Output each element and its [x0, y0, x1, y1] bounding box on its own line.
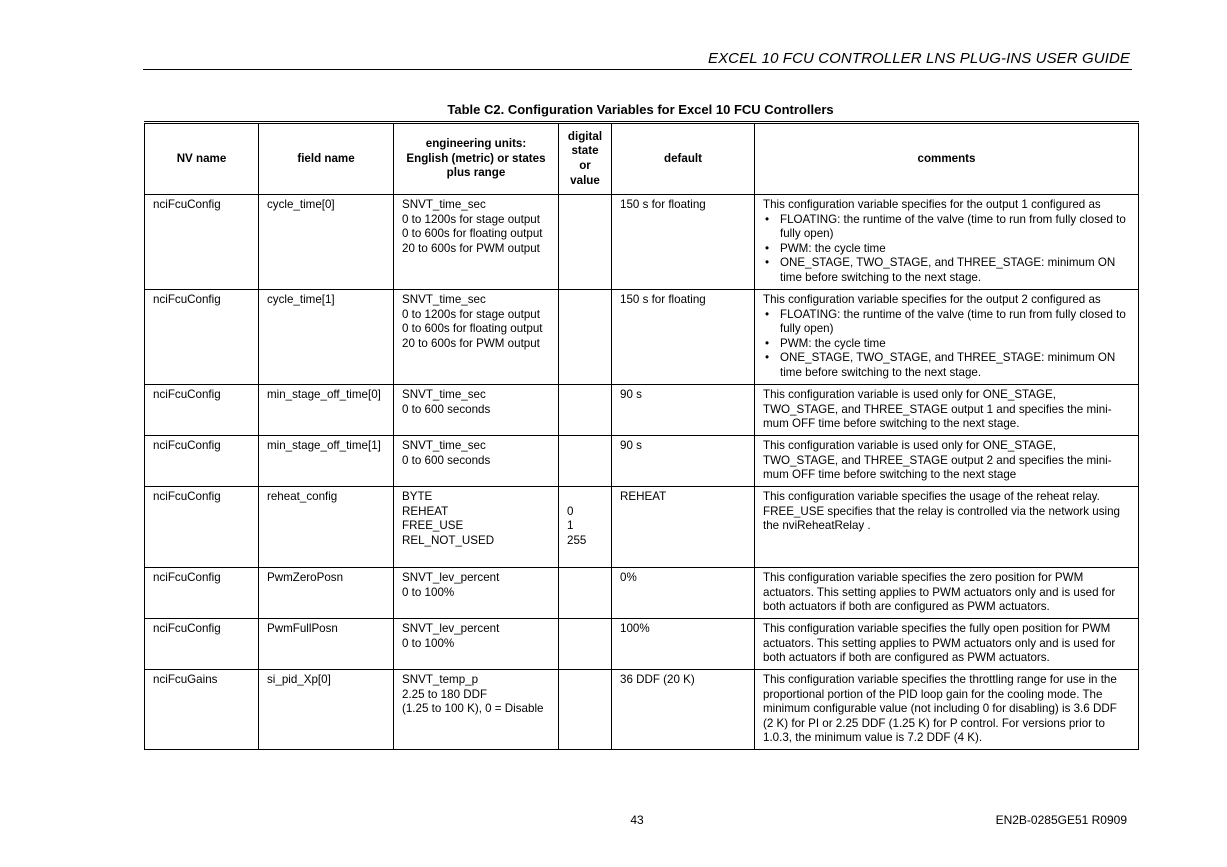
units-line: 0 to 600s for floating output — [402, 227, 543, 241]
units-line: REL_NOT_USED — [402, 533, 495, 547]
comment-bullet-list — [763, 213, 1130, 286]
table-row — [145, 568, 1139, 619]
digital-header-line: digital — [567, 129, 603, 143]
units-line: SNVT_lev_percent — [402, 571, 500, 584]
table-row — [145, 487, 1139, 568]
comment-bullet: • FLOATING: the runtime of the valve (time to run from fully closed to fully open) — [780, 308, 1130, 337]
comment-text: This configuration variable specifies the fully open position for PWM actuators. This setting applies to PWM actuators only and is used for both actuators if both are configured as PWM actuators. — [763, 622, 1116, 665]
comment-text: This configuration variable specifies the zero position for PWM actuators. This setting applies to PWM actuators only and is used for both actuators if both are configured as PWM actuators. — [763, 571, 1116, 614]
field-name-cell: cycle_time[0] — [259, 195, 394, 290]
comment-text: This configuration variable specifies for the output 2 configured as — [763, 293, 1101, 306]
comment-text: This configuration variable specifies the usage of the reheat relay. FREE_USE specifies that the relay is controlled via the network using the nviReheatRelay . — [763, 490, 1121, 533]
default-cell: 90 s — [612, 436, 755, 487]
field-name-cell: PwmZeroPosn — [259, 568, 394, 619]
table-row — [145, 385, 1139, 436]
column-header-engineering-units — [394, 123, 559, 195]
digital-value-line: 0 — [567, 504, 574, 518]
units-line: 20 to 600s for PWM output — [402, 241, 540, 255]
column-header-digital-state — [559, 123, 612, 195]
units-line: 0 to 1200s for stage output — [402, 307, 540, 321]
engineering-units-cell — [394, 568, 559, 619]
units-line: 2.25 to 180 DDF — [402, 687, 488, 701]
comment-bullet: • PWM: the cycle time — [780, 242, 1130, 257]
field-name-cell: cycle_time[1] — [259, 290, 394, 385]
units-line: (1.25 to 100 K), 0 = Disable — [402, 702, 544, 716]
digital-value-line — [567, 490, 603, 505]
running-header: EXCEL 10 FCU CONTROLLER LNS PLUG-INS USER GUIDE — [707, 50, 1130, 67]
units-header-line: engineering units: — [425, 137, 527, 151]
units-line: 0 to 100% — [402, 636, 455, 650]
digital-header-line: or — [579, 159, 591, 172]
units-line: 20 to 600s for PWM output — [402, 336, 540, 350]
comments-cell — [755, 385, 1139, 436]
comments-cell — [755, 568, 1139, 619]
units-line: SNVT_temp_p — [402, 673, 479, 686]
table-row — [145, 290, 1139, 385]
header-rule — [143, 69, 1132, 70]
digital-value-cell — [559, 619, 612, 670]
table-row — [145, 436, 1139, 487]
table-row — [145, 619, 1139, 670]
table-row — [145, 195, 1139, 290]
field-name-cell: PwmFullPosn — [259, 619, 394, 670]
units-line: SNVT_time_sec — [402, 293, 486, 306]
units-header-line: plus range — [446, 166, 506, 180]
nv-name-cell: nciFcuConfig — [145, 487, 259, 568]
digital-value-cell — [559, 670, 612, 750]
digital-header-line: state — [571, 144, 599, 158]
engineering-units-cell — [394, 195, 559, 290]
units-line: 0 to 600 seconds — [402, 402, 491, 416]
engineering-units-cell — [394, 487, 559, 568]
field-name-cell: reheat_config — [259, 487, 394, 568]
engineering-units-cell — [394, 290, 559, 385]
table-row — [145, 670, 1139, 750]
configuration-variables-table — [144, 121, 1139, 750]
engineering-units-cell — [394, 385, 559, 436]
column-header-comments: comments — [755, 123, 1139, 195]
digital-value-cell — [559, 290, 612, 385]
engineering-units-cell — [394, 619, 559, 670]
default-cell: 150 s for floating — [612, 195, 755, 290]
comments-cell — [755, 619, 1139, 670]
digital-value-cell — [559, 436, 612, 487]
engineering-units-cell — [394, 670, 559, 750]
column-header-default: default — [612, 123, 755, 195]
column-header-nv-name: NV name — [145, 123, 259, 195]
comment-text: This configuration variable specifies for the output 1 configured as — [763, 198, 1101, 211]
default-cell: 150 s for floating — [612, 290, 755, 385]
digital-value-cell — [559, 385, 612, 436]
default-cell: 100% — [612, 619, 755, 670]
comments-cell — [755, 436, 1139, 487]
digital-value-line: 1 — [567, 519, 574, 533]
units-line: SNVT_lev_percent — [402, 622, 500, 635]
default-cell: 36 DDF (20 K) — [612, 670, 755, 750]
default-cell: 0% — [612, 568, 755, 619]
units-line: 0 to 100% — [402, 585, 455, 599]
digital-value-cell — [559, 195, 612, 290]
comment-bullet-list — [763, 308, 1130, 381]
default-cell: REHEAT — [612, 487, 755, 568]
field-name-cell: min_stage_off_time[1] — [259, 436, 394, 487]
table-title: Table C2. Configuration Variables for Excel 10 FCU Controllers — [447, 102, 834, 117]
nv-name-cell: nciFcuGains — [145, 670, 259, 750]
comment-text: This configuration variable specifies the throttling range for use in the proportional portion of the PID loop gain for the cooling mode. The minimum configurable value (not including 0 for disabling) is 3.6 DDF (2 K) for PI or 2.25 DDF (1.25 K) for P control. For versions prior to 1.0.3, the minimum value is 7.2 DDF (4 K). — [763, 673, 1117, 745]
digital-value-line: 255 — [567, 533, 587, 547]
comment-bullet: • ONE_STAGE, TWO_STAGE, and THREE_STAGE: minimum ON time before switching to the next stage. — [780, 351, 1130, 380]
comment-text: This configuration variable is used only for ONE_STAGE, TWO_STAGE, and THREE_STAGE output 1 and specifies the mini-mum OFF time before switching to the next stage. — [763, 388, 1112, 431]
default-cell: 90 s — [612, 385, 755, 436]
units-line: SNVT_time_sec — [402, 388, 486, 401]
comments-cell — [755, 487, 1139, 568]
field-name-cell: min_stage_off_time[0] — [259, 385, 394, 436]
column-header-field-name: field name — [259, 123, 394, 195]
units-line: BYTE — [402, 490, 433, 503]
units-line: 0 to 600s for floating output — [402, 322, 543, 336]
engineering-units-cell — [394, 436, 559, 487]
digital-value-cell — [559, 568, 612, 619]
document-code: EN2B-0285GE51 R0909 — [995, 813, 1127, 827]
field-name-cell: si_pid_Xp[0] — [259, 670, 394, 750]
table-body — [145, 195, 1139, 750]
digital-value-cell — [559, 487, 612, 568]
units-line: REHEAT — [402, 504, 449, 518]
units-line: 0 to 600 seconds — [402, 453, 491, 467]
units-line: SNVT_time_sec — [402, 198, 486, 211]
nv-name-cell: nciFcuConfig — [145, 195, 259, 290]
comment-bullet: • PWM: the cycle time — [780, 337, 1130, 352]
comment-bullet: • ONE_STAGE, TWO_STAGE, and THREE_STAGE: minimum ON time before switching to the next stage. — [780, 256, 1130, 285]
nv-name-cell: nciFcuConfig — [145, 290, 259, 385]
comment-bullet: • FLOATING: the runtime of the valve (time to run from fully closed to fully open) — [780, 213, 1130, 242]
comments-cell — [755, 670, 1139, 750]
units-header-line: English (metric) or states — [406, 151, 546, 165]
digital-header-line: value — [570, 173, 600, 187]
units-line: 0 to 1200s for stage output — [402, 212, 540, 226]
table-header-row — [145, 123, 1139, 195]
units-line: SNVT_time_sec — [402, 439, 486, 452]
comments-cell — [755, 195, 1139, 290]
comment-text: This configuration variable is used only for ONE_STAGE, TWO_STAGE, and THREE_STAGE output 2 and specifies the mini-mum OFF time before switching to the next stage — [763, 439, 1112, 482]
nv-name-cell: nciFcuConfig — [145, 619, 259, 670]
comments-cell — [755, 290, 1139, 385]
nv-name-cell: nciFcuConfig — [145, 436, 259, 487]
nv-name-cell: nciFcuConfig — [145, 385, 259, 436]
page-number: 43 — [630, 813, 644, 827]
units-line: FREE_USE — [402, 519, 464, 533]
nv-name-cell: nciFcuConfig — [145, 568, 259, 619]
